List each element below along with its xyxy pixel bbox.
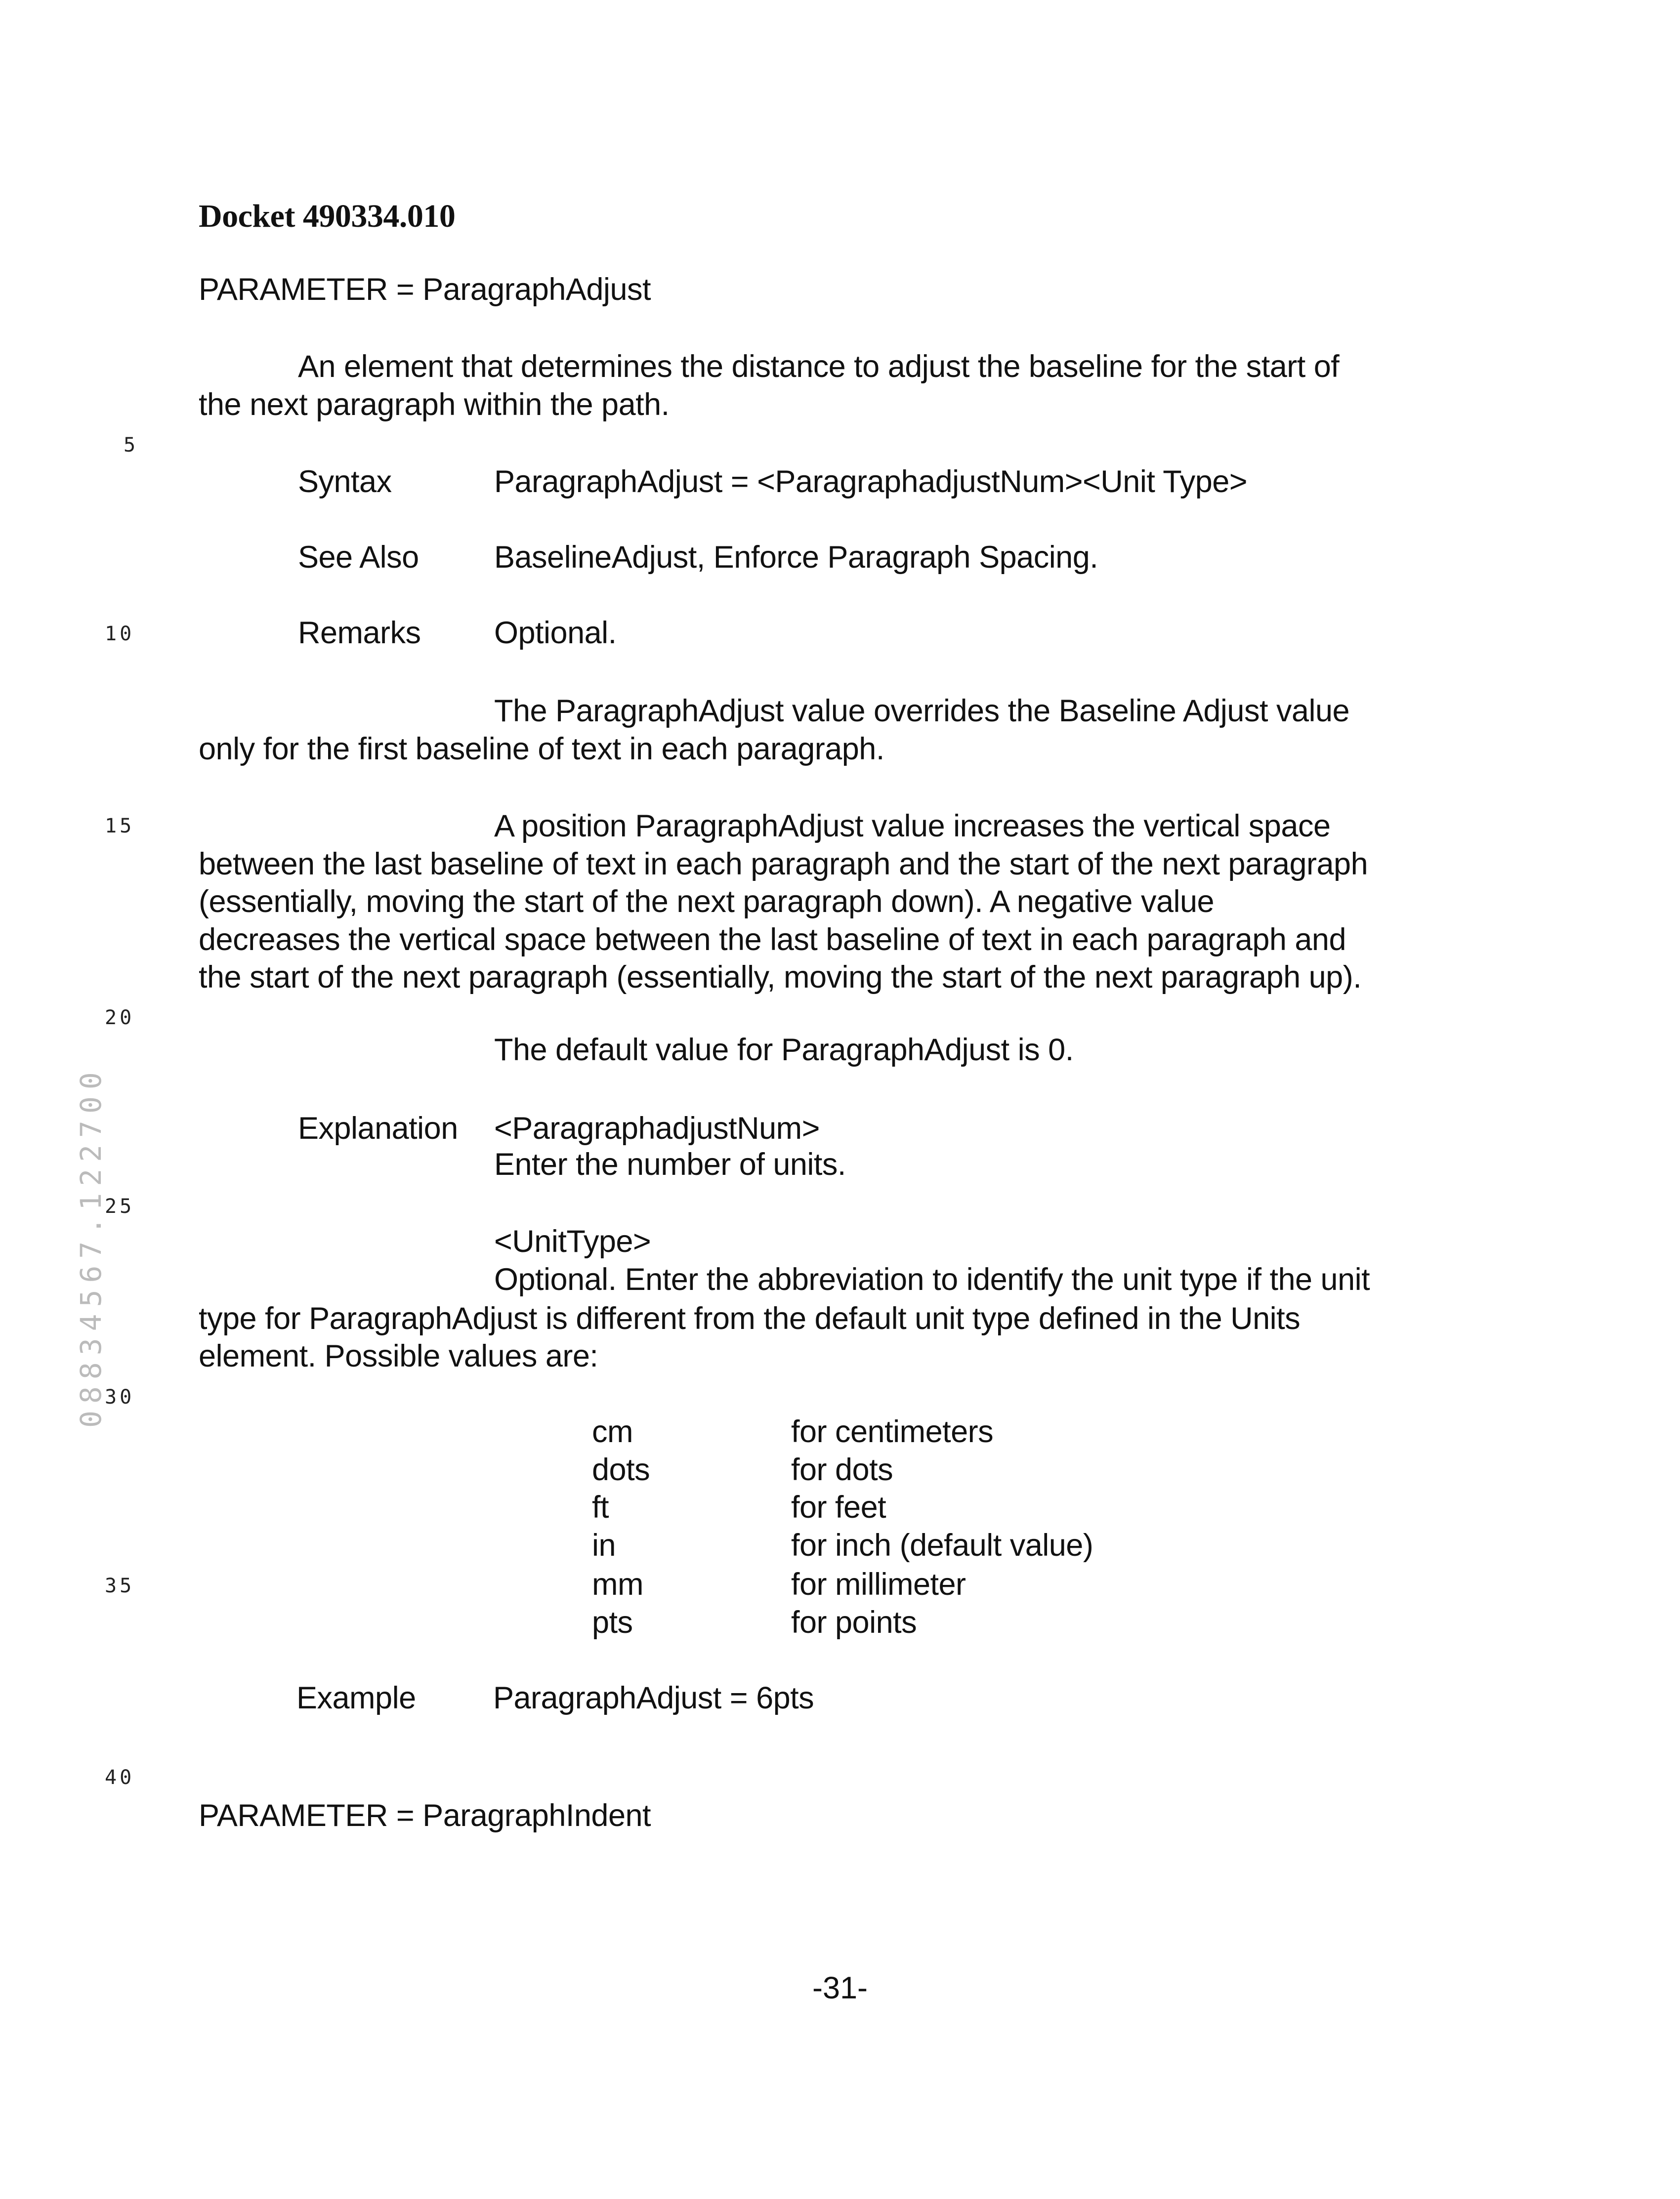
remarks-text: the start of the next paragraph (essentially, moving the start of the next paragraph up). xyxy=(199,958,1361,996)
remarks-text: The ParagraphAdjust value overrides the Baseline Adjust value xyxy=(494,692,1349,730)
remarks-text: (essentially, moving the start of the next paragraph down). A negative value xyxy=(199,883,1214,920)
page-number: -31- xyxy=(0,1970,1680,2006)
remarks-label: Remarks xyxy=(298,614,421,652)
unit-desc: for points xyxy=(791,1604,917,1641)
example-label: Example xyxy=(296,1679,416,1717)
unit-abbr: mm xyxy=(592,1566,643,1603)
example-value: ParagraphAdjust = 6pts xyxy=(493,1679,814,1717)
line-number: 25 xyxy=(105,1194,134,1219)
docket-number: Docket 490334.010 xyxy=(199,198,455,235)
line-number: 35 xyxy=(105,1574,134,1598)
explanation-unit-desc: Optional. Enter the abbreviation to identify the unit type if the unit xyxy=(494,1261,1370,1298)
unit-desc: for dots xyxy=(791,1451,893,1489)
line-number: 15 xyxy=(105,814,134,838)
unit-abbr: in xyxy=(592,1527,616,1564)
line-number: 30 xyxy=(105,1385,134,1410)
explanation-unit: <UnitType> xyxy=(494,1223,651,1260)
remarks-text: decreases the vertical space between the last baseline of text in each paragraph and xyxy=(199,921,1346,958)
explanation-num-desc: Enter the number of units. xyxy=(494,1146,846,1183)
remarks-default: The default value for ParagraphAdjust is 0. xyxy=(494,1031,1074,1069)
intro-line: An element that determines the distance to adjust the baseline for the start of xyxy=(298,348,1339,385)
stamp-text: 08834567.122700 xyxy=(74,1065,108,1428)
line-number: 20 xyxy=(105,1005,134,1030)
unit-abbr: pts xyxy=(592,1604,633,1641)
unit-abbr: dots xyxy=(592,1451,650,1489)
explanation-unit-desc: element. Possible values are: xyxy=(199,1337,598,1375)
filing-stamp xyxy=(47,860,82,1428)
parameter-heading: PARAMETER = ParagraphAdjust xyxy=(199,271,651,308)
unit-desc: for inch (default value) xyxy=(791,1527,1093,1564)
remarks-value: Optional. xyxy=(494,614,617,652)
unit-abbr: ft xyxy=(592,1489,609,1526)
seealso-value: BaselineAdjust, Enforce Paragraph Spacing. xyxy=(494,539,1098,576)
line-number: 10 xyxy=(105,622,134,646)
unit-desc: for feet xyxy=(791,1489,886,1526)
seealso-label: See Also xyxy=(298,539,419,576)
explanation-unit-desc: type for ParagraphAdjust is different from the default unit type defined in the Units xyxy=(199,1300,1300,1337)
remarks-text: between the last baseline of text in each paragraph and the start of the next paragraph xyxy=(199,845,1368,883)
intro-line: the next paragraph within the path. xyxy=(199,386,670,423)
syntax-value: ParagraphAdjust = <ParagraphadjustNum><Unit Type> xyxy=(494,463,1247,500)
explanation-label: Explanation xyxy=(298,1110,458,1147)
line-number: 40 xyxy=(105,1765,134,1790)
line-number: 5 xyxy=(124,433,138,457)
unit-abbr: cm xyxy=(592,1413,633,1451)
explanation-num: <ParagraphadjustNum> xyxy=(494,1110,820,1147)
unit-desc: for millimeter xyxy=(791,1566,966,1603)
remarks-text: A position ParagraphAdjust value increases the vertical space xyxy=(494,807,1331,845)
syntax-label: Syntax xyxy=(298,463,392,500)
parameter-heading: PARAMETER = ParagraphIndent xyxy=(199,1797,651,1834)
remarks-text: only for the first baseline of text in each paragraph. xyxy=(199,730,884,768)
unit-desc: for centimeters xyxy=(791,1413,993,1451)
